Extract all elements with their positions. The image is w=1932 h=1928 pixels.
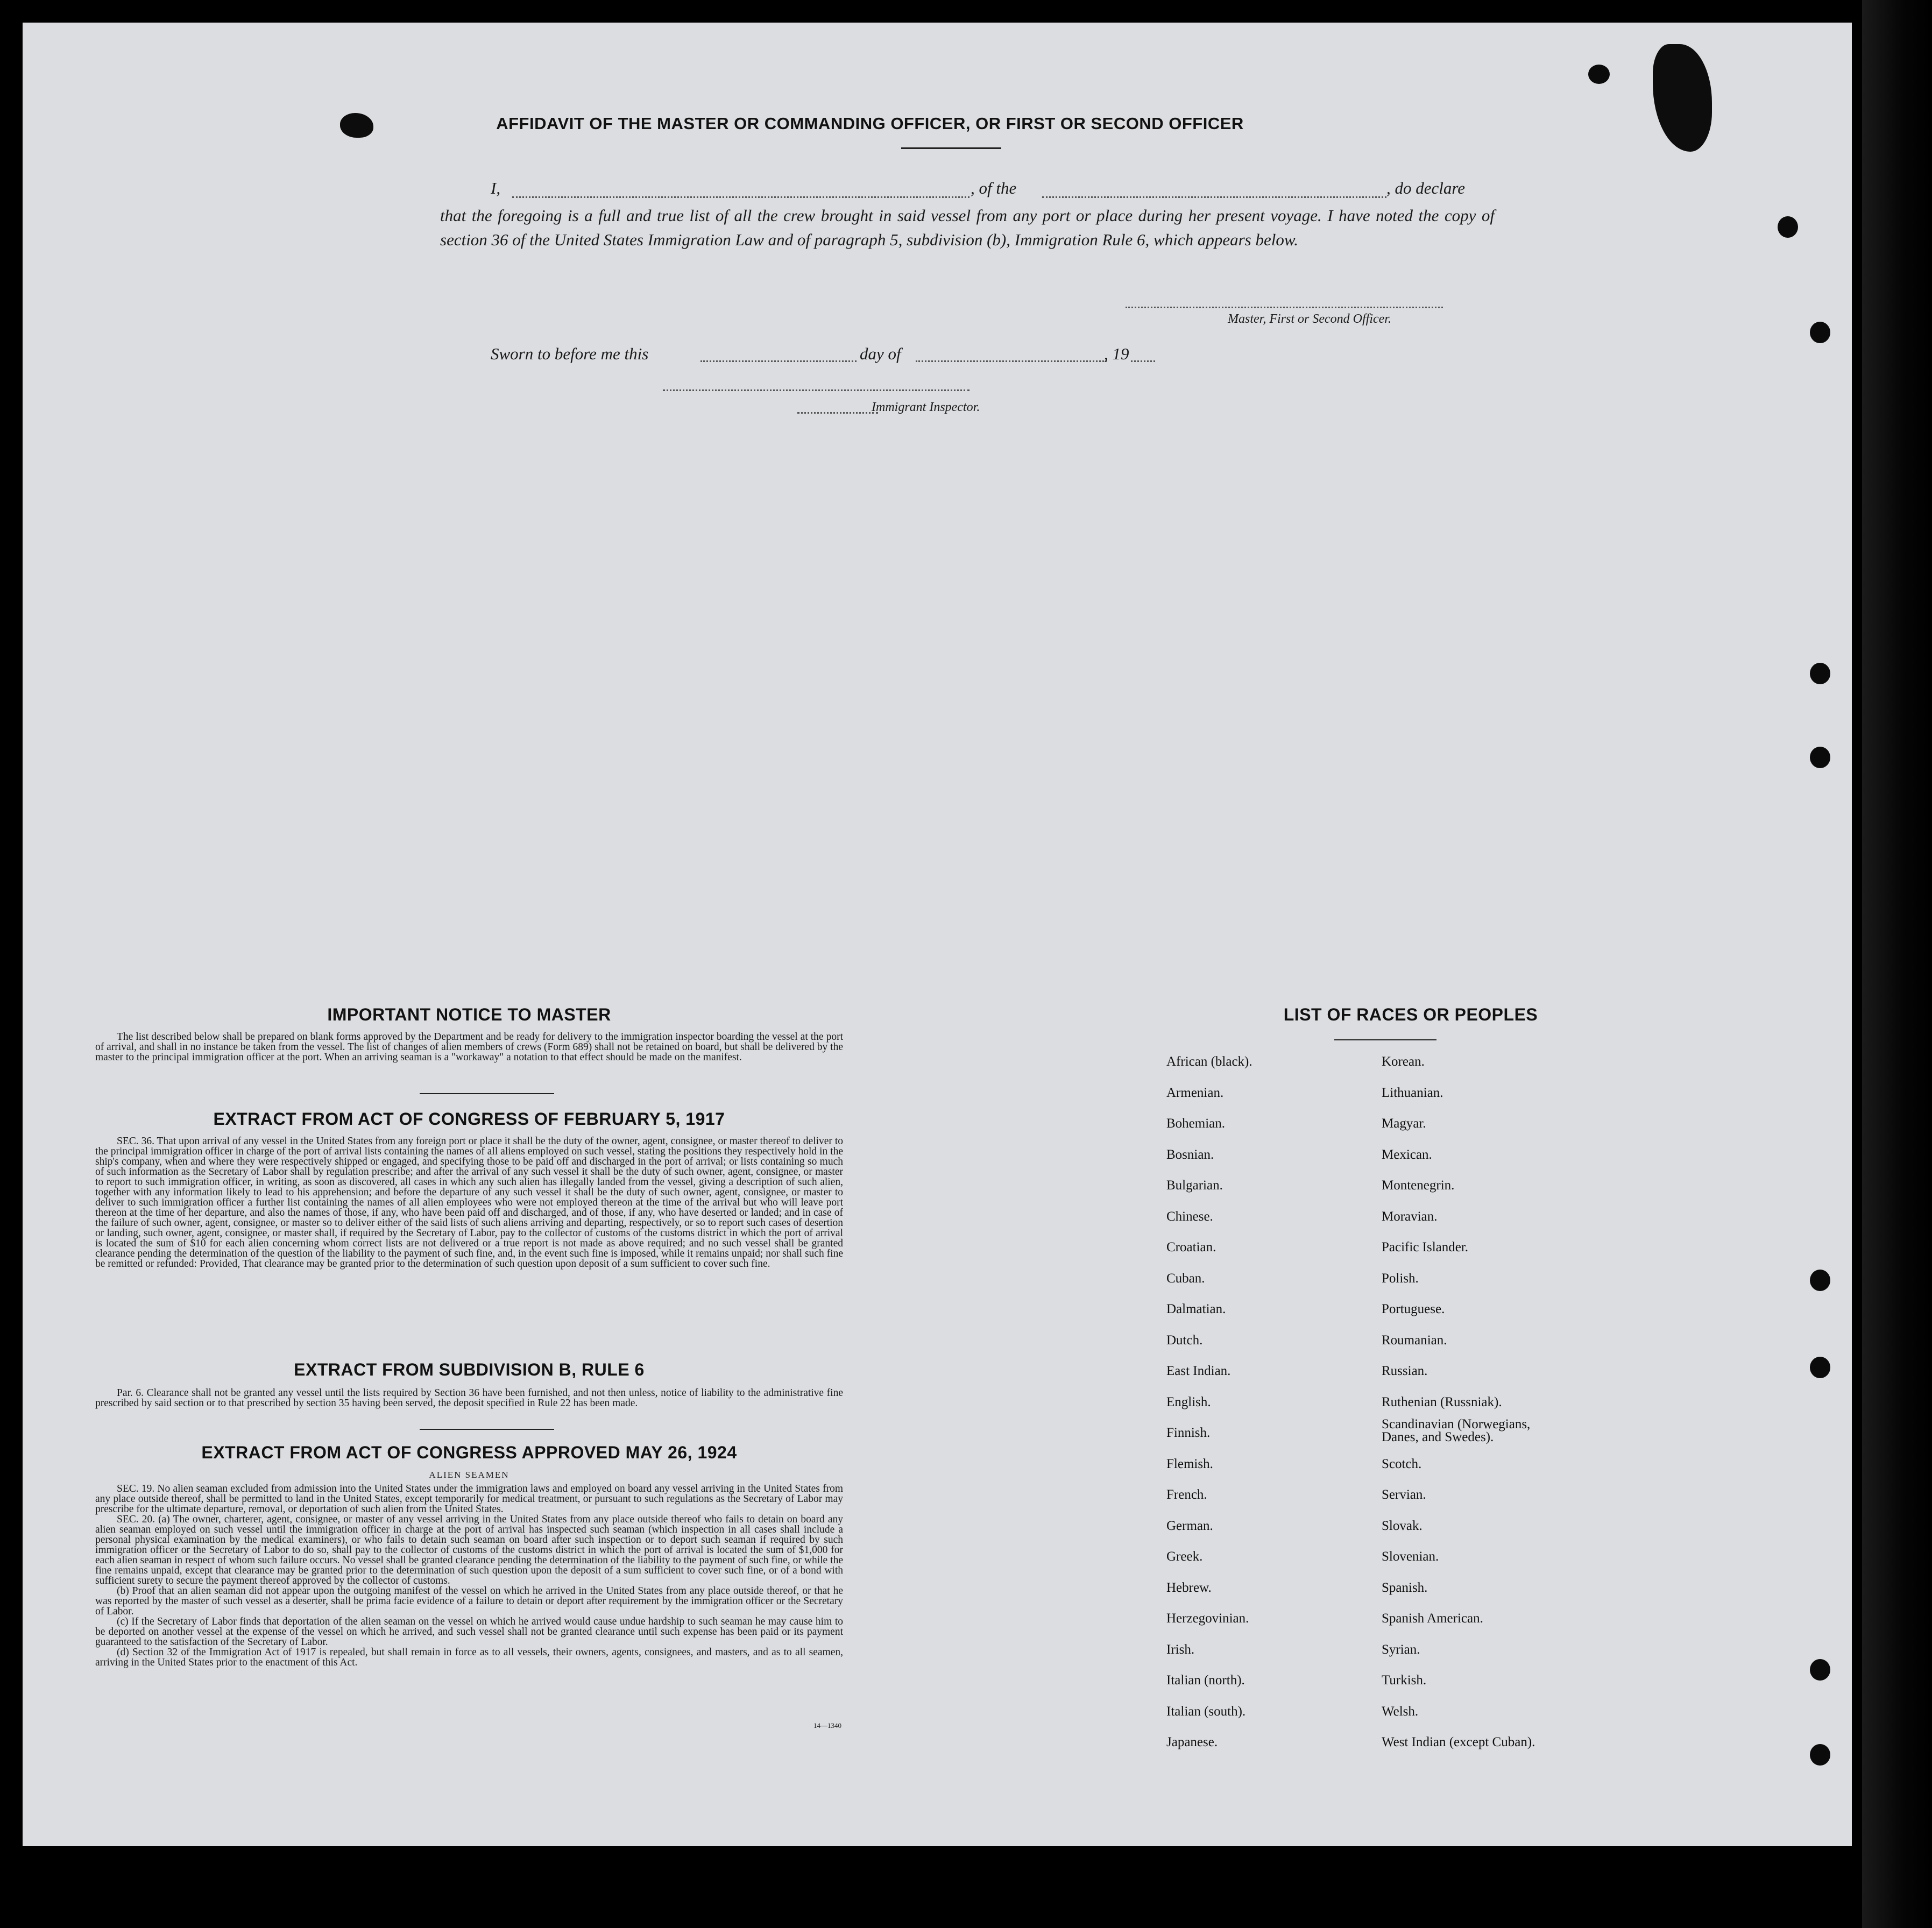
sec-20a-text: SEC. 20. (a) The owner, charterer, agent, consignee, or master of any vessel arriving in the United States from any place outside thereof who fails to detain on board any alien seaman employed on such vessel until the immigration officer in charge at the port of arrival has inspected such seaman (which inspection in all cases shall include a personal physical examination by the medical examiners), or who fails to detain such seaman on board after such inspection or to deport such seaman if required by such immigration officer or the Secretary of Labor to do so, shall pay to the collector of customs of the customs district in which the port of arrival is located the sum of $1,000 for each alien seaman in respect of whom such failure occurs. No vessel shall be granted clearance pending the determination of the liability to the payment of such fine, or while the fine remains unpaid, except that clearance may be granted prior to the determination of such question upon the deposit of a sum sufficient to cover such fine, or of a bond with sufficient surety to secure the payment thereof approved by the collector of customs. <box>95 1514 843 1586</box>
race-item: Chinese. <box>1166 1209 1213 1224</box>
race-item: Portuguese. <box>1382 1302 1445 1316</box>
title-rule <box>901 147 1001 149</box>
punch-hole <box>1810 1659 1830 1681</box>
race-item: Slovenian. <box>1382 1549 1439 1564</box>
races-title: LIST OF RACES OR PEOPLES <box>1283 1005 1538 1024</box>
sec-20d-text: (d) Section 32 of the Immigration Act of 1917 is repealed, but shall remain in force as to all vessels, their owners, agents, consignees, and masters, and as to all seamen, arriving in the United States prior to the enactment of this Act. <box>95 1647 843 1668</box>
race-item: Polish. <box>1382 1271 1419 1286</box>
race-item: Moravian. <box>1382 1209 1438 1224</box>
punch-hole <box>1810 1270 1830 1291</box>
race-item: Turkish. <box>1382 1673 1427 1688</box>
notice-title: IMPORTANT NOTICE TO MASTER <box>327 1005 611 1024</box>
race-item: English. <box>1166 1394 1211 1409</box>
race-item: Spanish. <box>1382 1580 1428 1595</box>
race-item: Dutch. <box>1166 1332 1203 1348</box>
race-item: Scotch. <box>1382 1456 1422 1471</box>
declaration-do-declare: , do declare <box>1386 179 1466 197</box>
race-item: Servian. <box>1382 1487 1426 1502</box>
scan-dark-edge <box>1862 0 1932 1928</box>
day-blank <box>700 360 857 362</box>
race-item: Russian. <box>1382 1364 1428 1378</box>
section-rule <box>420 1093 554 1094</box>
month-blank <box>916 360 1107 362</box>
notice-text-block <box>95 1032 843 1062</box>
race-item: Slovak. <box>1382 1518 1423 1533</box>
day-of: day of <box>860 344 901 363</box>
race-item: Syrian. <box>1382 1642 1420 1657</box>
inspector-signature-line <box>663 389 969 391</box>
master-signature-label: Master, First or Second Officer. <box>1228 312 1391 326</box>
extract-1924-subtitle: ALIEN SEAMEN <box>429 1470 509 1480</box>
inspector-underline <box>797 412 878 414</box>
race-item: Lithuanian. <box>1382 1085 1443 1100</box>
section-rule <box>420 1429 554 1430</box>
race-item: Hebrew. <box>1166 1580 1212 1595</box>
race-item: Flemish. <box>1166 1456 1213 1471</box>
extract-rule6-title: EXTRACT FROM SUBDIVISION B, RULE 6 <box>294 1360 645 1379</box>
form-page <box>23 23 1852 1846</box>
punch-hole <box>1810 1744 1830 1766</box>
race-item: Spanish American. <box>1382 1611 1483 1626</box>
race-item: Ruthenian (Russniak). <box>1382 1394 1502 1409</box>
declaration-i: I, <box>491 179 501 197</box>
race-item: Italian (north). <box>1166 1673 1245 1688</box>
vessel-blank <box>1042 196 1386 198</box>
race-item: East Indian. <box>1166 1364 1231 1378</box>
affidavit-body: that the foregoing is a full and true list of all the crew brought in said vessel from any port or place during her present voyage. I have noted the copy of section 36 of the United States Immigration Law and of paragraph 5, subdivision (b), Immigration Rule 6, which appears below. <box>440 206 1495 249</box>
race-item: German. <box>1166 1518 1213 1533</box>
race-item: Bohemian. <box>1166 1116 1226 1131</box>
punch-hole <box>1810 747 1830 768</box>
race-item: Croatian. <box>1166 1240 1216 1254</box>
race-item: Pacific Islander. <box>1382 1240 1469 1254</box>
year-prefix: , 19 <box>1104 344 1129 363</box>
name-blank <box>512 196 969 198</box>
year-blank <box>1131 360 1155 362</box>
race-item: Korean. <box>1382 1054 1425 1069</box>
punch-hole <box>1810 663 1830 684</box>
race-item: Montenegrin. <box>1382 1178 1455 1193</box>
extract-rule6-text: Par. 6. Clearance shall not be granted any vessel until the lists required by Section 36 have been furnished, and not then unless, notice of liability to the administrative fine prescribed by said section or to that prescribed by section 35 having been served, the deposit specified in Rule 22 has been made. <box>95 1387 843 1409</box>
punch-hole <box>1778 216 1798 238</box>
extract-1917-title: EXTRACT FROM ACT OF CONGRESS OF FEBRUARY 5, 1917 <box>213 1109 725 1129</box>
race-item: Finnish. <box>1166 1426 1211 1440</box>
extract-1917-block <box>95 1136 843 1269</box>
extract-rule6-block <box>95 1388 843 1408</box>
affidavit-title: AFFIDAVIT OF THE MASTER OR COMMANDING OFFICER, OR FIRST OR SECOND OFFICER <box>496 114 1244 133</box>
punch-hole <box>1588 65 1610 84</box>
race-item: Roumanian. <box>1382 1332 1447 1348</box>
sworn-before: Sworn to before me this <box>491 344 649 363</box>
race-item: Bosnian. <box>1166 1147 1214 1162</box>
race-item: Greek. <box>1166 1549 1203 1564</box>
race-item: Irish. <box>1166 1642 1195 1657</box>
sec-20b-text: (b) Proof that an alien seaman did not appear upon the outgoing manifest of the vessel on which he arrived in the United States from any place outside thereof, or that he was reported by the master of such vessel as a deserter, shall be prima facie evidence of a failure to detain or deport after requirement by the immigration officer or the Secretary of Labor. <box>95 1585 843 1617</box>
notice-text: The list described below shall be prepared on blank forms approved by the Department and be ready for delivery to the immigration inspector boarding the vessel at the port of arrival, and shall in no instance be taken from the vessel. The list of changes of alien members of crews (Form 689) shall not be retained on board, but shall be delivered by the master to the principal immigration officer at the port. When an arriving seaman is a "workaway" a notation to that effect should be made on the manifest. <box>95 1031 843 1063</box>
race-item: Magyar. <box>1382 1116 1426 1131</box>
extract-1924-block <box>95 1484 843 1668</box>
extract-1917-text: SEC. 36. That upon arrival of any vessel in the United States from any foreign port or place it shall be the duty of the owner, agent, consignee, or master thereof to deliver to the principal immigration officer in charge of the port of arrival lists containing the names of all aliens employed on such vessel, stating the positions they respectively hold in the ship's company, when and where they were respectively shipped or engaged, and specifying those to be paid off and discharged in the port of arrival; or lists containing so much of such information as the Secretary of Labor shall by regulation prescribe; and after the arrival of any such vessel it shall be the duty of such owner, agent, consignee, or master to report to such immigration officer, in writing, as soon as discovered, all cases in which any such alien has illegally landed from the vessel, giving a description of such alien, together with any information likely to lead to his apprehension; and before the departure of any such vessel it shall be the duty of such owner, agent, consignee, or master to deliver to such immigration officer a further list containing the names of all alien employees who were not employed thereon at the time of the arrival but who will leave port thereon at the time of her departure, and also the names of those, if any, who have been paid off and discharged, and of those, if any, who have deserted or landed; and in case of the failure of such owner, agent, consignee, or master so to deliver either of the said lists of such aliens arriving and departing, respectively, or so to report such cases of desertion or landing, such owner, agent, consignee, or master shall, if required by the Secretary of Labor, pay to the collector of customs of the customs district in which the port of arrival is located the sum of $10 for each alien concerning whom correct lists are not delivered or a true report is not made as above required; and no such vessel shall be granted clearance pending the determination of the question of the liability to the payment of such fine, and, in the event such fine is imposed, while it remains unpaid; nor shall such fine be remitted or refunded: Provided, That clearance may be granted prior to the determination of such question upon deposit of a sum sufficient to cover such fine. <box>95 1136 843 1270</box>
inspector-label: Immigrant Inspector. <box>872 400 980 414</box>
race-item: African (black). <box>1166 1054 1252 1069</box>
race-item: Bulgarian. <box>1166 1178 1223 1193</box>
race-item: Welsh. <box>1382 1704 1419 1719</box>
torn-corner <box>1653 44 1712 152</box>
race-item: Scandinavian (Norwegians, Danes, and Swedes). <box>1382 1417 1531 1444</box>
race-item: Cuban. <box>1166 1271 1205 1286</box>
master-signature-line <box>1126 307 1443 308</box>
punch-hole <box>1810 322 1830 343</box>
sec-19-text: SEC. 19. No alien seaman excluded from admission into the United States under the immigration laws and employed on board any vessel arriving in the United States from any place outside thereof, shall be permitted to land in the United States, except temporarily for medical treatment, or pursuant to such regulations as the Secretary of Labor may prescribe for the ultimate departure, removal, or deportation of such alien from the United States. <box>95 1483 843 1515</box>
punch-hole <box>1810 1357 1830 1378</box>
race-item: French. <box>1166 1487 1207 1502</box>
race-item: Dalmatian. <box>1166 1302 1226 1316</box>
race-item: West Indian (except Cuban). <box>1382 1735 1535 1749</box>
race-item: Mexican. <box>1382 1147 1432 1162</box>
race-item: Herzegovinian. <box>1166 1611 1249 1626</box>
race-item: Japanese. <box>1166 1735 1218 1749</box>
sec-20c-text: (c) If the Secretary of Labor finds that deportation of the alien seaman on the vessel on which he arrived would cause undue hardship to such seaman he may cause him to be deported on another vessel at the expense of the vessel on which he arrived, and such vessel shall not be granted clearance until such expense has been paid or its payment guaranteed to the satisfaction of the Secretary of Labor. <box>95 1616 843 1648</box>
form-number: 14—1340 <box>813 1721 841 1729</box>
extract-1924-title: EXTRACT FROM ACT OF CONGRESS APPROVED MAY 26, 1924 <box>201 1443 737 1462</box>
race-item: Armenian. <box>1166 1085 1224 1100</box>
races-rule <box>1334 1039 1436 1040</box>
race-item: Italian (south). <box>1166 1704 1246 1719</box>
declaration-of-the: , of the <box>971 179 1017 197</box>
